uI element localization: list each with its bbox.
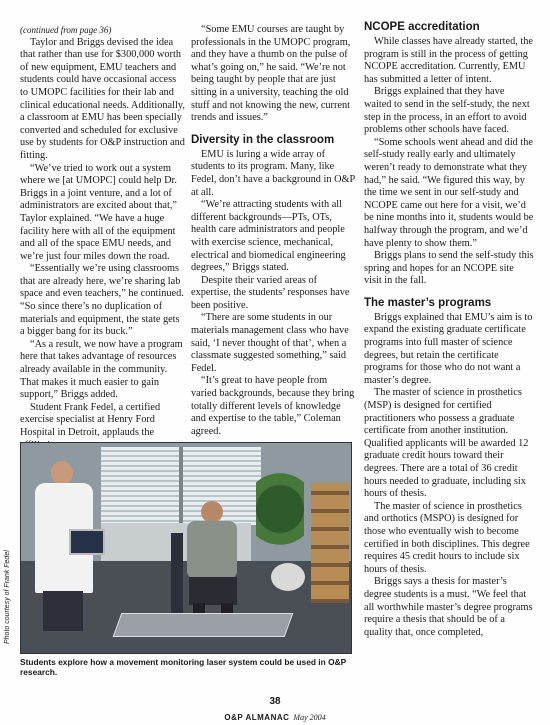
paragraph: EMU is luring a wide array of students to its program. Many, like Fedel, don’t have a background in O&P at all.	[191, 148, 355, 198]
section-heading-diversity: Diversity in the classroom	[191, 133, 335, 146]
paragraph: Taylor and Briggs devised the idea that rather than use for $300,000 worth of new equipment, EMU teachers and students could have occasional access to UMOPC facilities for their lab and clinical educational needs. Additionally, a classroom at EMU has been specially converted and scheduled for exclusive use by students for O&P instruction and fitting.	[20, 36, 185, 161]
footer-line	[224, 713, 325, 722]
paragraph: “There are some students in our materials management class who have said, ‘I never thought of that’, when a classmate suggested something,” said Fedel.	[191, 312, 349, 374]
paragraph: “We’re attracting students with all different backgrounds—PTs, OTs, health care administrators and people with exercise science, mechanical, electrical and biomedical engineering degrees,” Briggs stated.	[191, 199, 346, 274]
paragraph: Briggs plans to send the self-study this spring and hopes for an NCOPE site visit in the fall.	[364, 250, 534, 287]
column-2	[191, 24, 355, 438]
page-footer	[0, 697, 550, 725]
magazine-name: O&P ALMANAC	[224, 713, 290, 722]
paragraph: While classes have already started, the program is still in the process of getting NCOPE accreditation. Currently, EMU has submitted a letter of intent.	[364, 36, 533, 85]
continued-note: (continued from page 36)	[20, 25, 112, 35]
column-3	[364, 21, 534, 639]
section-heading-ncope: NCOPE accreditation	[364, 21, 480, 33]
page-number: 38	[269, 696, 281, 707]
paragraph: “As a result, we now have a program here that takes advantage of resources already available in the community. That makes it much easier to gain support,” Briggs added.	[20, 338, 183, 401]
photo-credit-text: Photo courtesy of Frank Fedel	[4, 550, 11, 644]
paragraph: “It’s great to have people from varied backgrounds, because they bring totally different levels of knowledge and expertise to the table,” Coleman agreed.	[191, 375, 355, 437]
photo-credit	[4, 444, 16, 654]
issue-date: May 2004	[293, 713, 326, 722]
paragraph: Student Frank Fedel, a certified exercise specialist at Henry Ford Hospital in Detroit, applauds the	[20, 401, 161, 438]
paragraph: Despite their varied areas of expertise, the students’ responses have been positive.	[191, 274, 350, 311]
section-heading-masters: The master’s programs	[364, 296, 492, 309]
paragraph: “Essentially we’re using classrooms that are already here, we’re sharing lab space and even teachers,” he continued. “So since there’s no duplication of materials and equipment, the state gets a bigger bang for its buck.”	[20, 263, 184, 338]
paragraph: Briggs says a thesis for master’s degree students is a must. “We feel that all worthwhile master’s degree programs require a thesis that should be of a quality that, once completed,	[364, 576, 533, 638]
paragraph: Briggs explained that they have waited to send in the self-study, the next step in the process, in an effort to avoid problems other schools have faced.	[364, 86, 530, 136]
lab-photo	[20, 442, 352, 654]
paragraph: “Some EMU courses are taught by professionals in the UMOPC program, and they have a thumb on the pulse of what’s going on,” he said. “We’re not being taught by people that are just sitting in a university, teaching the old stuff and not knowing the new, current trends and issues.”	[191, 24, 351, 124]
column-1	[20, 24, 185, 452]
paragraph: Briggs explained that EMU’s aim is to expand the existing graduate certificate programs into full master of science degrees, but retain the certificate programs for those who do not want a master’s degree.	[364, 311, 533, 386]
paragraph: “We’ve tried to work out a system where we [at UMOPC] could help Dr. Briggs in a joint venture, and a lot of administrators are excited about that,” Taylor explained. “We have a huge facility here with all of the equipment and all of the space EMU needs, and we’re just four miles down the road.	[20, 162, 177, 262]
paragraph: The master of science in prosthetics and orthotics (MSPO) is designed for those who eventually wish to become certified in both disciplines. This degree requires 45 credit hours to include six hours of thesis.	[364, 500, 530, 575]
photo-caption: Students explore how a movement monitoring laser system could be used in O&P research.	[20, 657, 347, 677]
paragraph: The master of science in prosthetics (MSP) is designed for certified practitioners who possess a graduate certificate from another institution. Qualified applicants will be awarded 12 graduate credit hours toward their degrees. There are a total of 36 credit hours needed to graduate, including six hours of thesis.	[364, 387, 529, 500]
paragraph: “Some schools went ahead and did the self-study really early and ultimately weren’t ready to demonstrate what they had,” he said. “We figured this way, by the time we sent in our self-study and NCOPE came out here for a visit, we’d be nine months into it, students would be halfway through the program, and we’d have plenty to show them.”	[364, 136, 534, 249]
